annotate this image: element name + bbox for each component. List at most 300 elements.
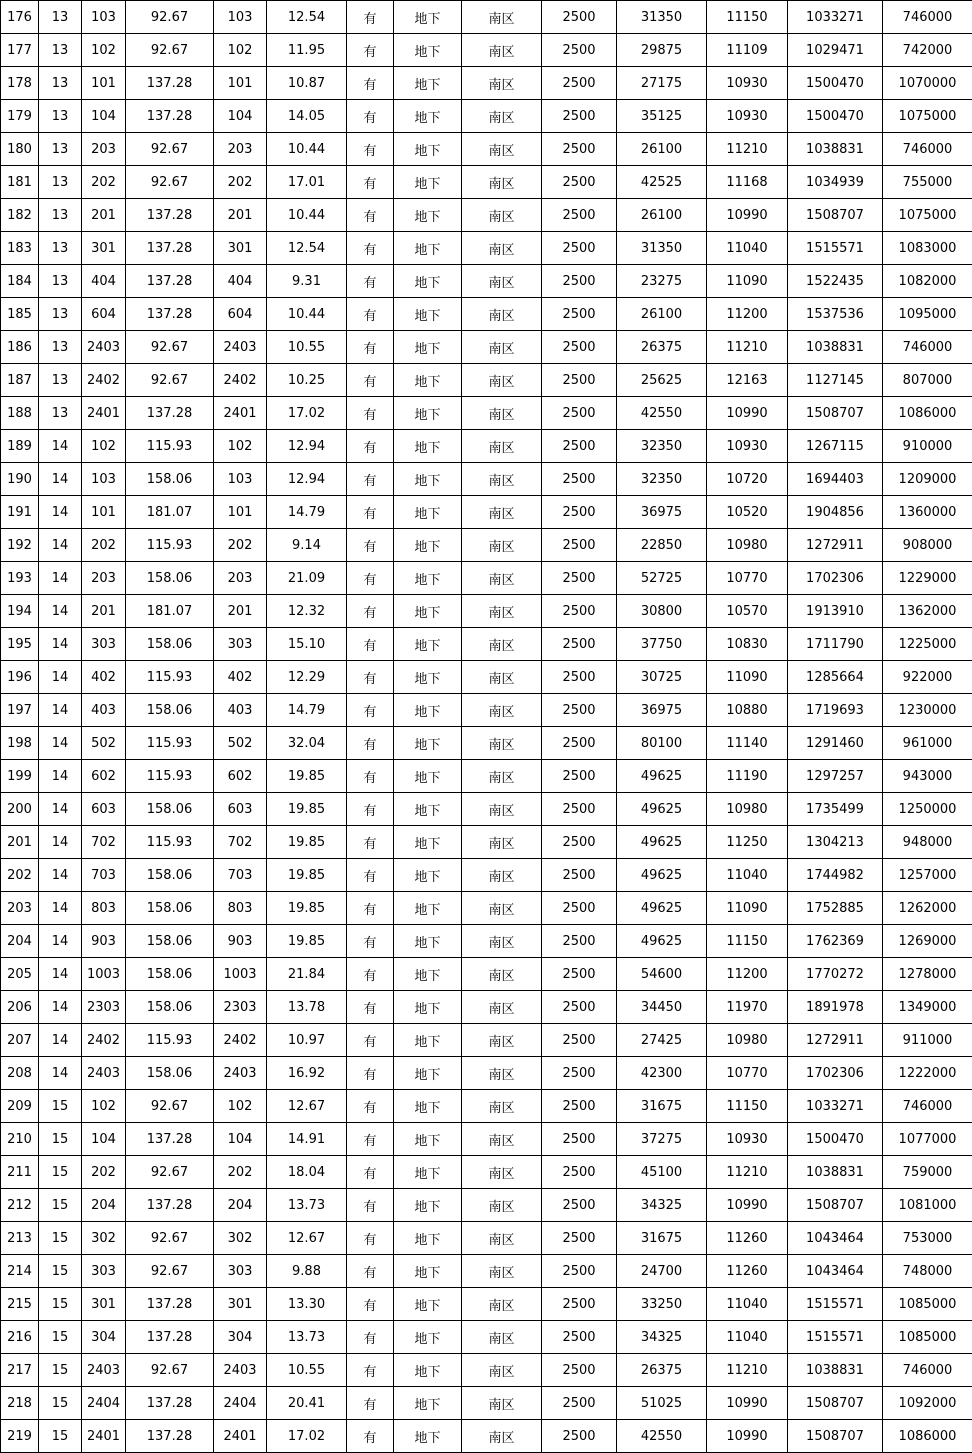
zone-cell: 南区	[462, 232, 542, 265]
parking-area-cell: 10.97	[267, 1024, 347, 1057]
parking-area-cell: 12.29	[267, 661, 347, 694]
final-price-cell: 1070000	[883, 67, 972, 100]
status-cell: 有	[347, 364, 394, 397]
status-cell: 有	[347, 298, 394, 331]
table-row	[1, 100, 972, 133]
parking-total-cell: 36975	[617, 694, 707, 727]
building-cell: 14	[39, 727, 82, 760]
unit-cell: 202	[82, 166, 126, 199]
location-cell: 地下	[394, 100, 462, 133]
total-price-cell: 1508707	[788, 1420, 883, 1453]
room-cell: 403	[214, 694, 267, 727]
building-cell: 13	[39, 298, 82, 331]
area-cell: 158.06	[126, 991, 214, 1024]
area-cell: 137.28	[126, 232, 214, 265]
zone-cell: 南区	[462, 100, 542, 133]
room-cell: 2402	[214, 364, 267, 397]
total-price-cell: 1508707	[788, 1189, 883, 1222]
location-cell: 地下	[394, 133, 462, 166]
unit-cell: 502	[82, 727, 126, 760]
status-cell: 有	[347, 199, 394, 232]
unit-price-cell: 2500	[542, 529, 617, 562]
parking-total-cell: 34325	[617, 1189, 707, 1222]
table-row	[1, 793, 972, 826]
table-row	[1, 430, 972, 463]
unit-price-cell: 2500	[542, 760, 617, 793]
final-price-cell: 759000	[883, 1156, 972, 1189]
status-cell: 有	[347, 1222, 394, 1255]
building-cell: 13	[39, 34, 82, 67]
status-cell: 有	[347, 694, 394, 727]
parking-total-cell: 27425	[617, 1024, 707, 1057]
table-row	[1, 331, 972, 364]
zone-cell: 南区	[462, 1057, 542, 1090]
unit-cell: 303	[82, 628, 126, 661]
table-row	[1, 859, 972, 892]
total-price-cell: 1127145	[788, 364, 883, 397]
final-price-cell: 748000	[883, 1255, 972, 1288]
parking-area-cell: 14.05	[267, 100, 347, 133]
unit-price-cell: 2500	[542, 1, 617, 34]
parking-total-cell: 42550	[617, 1420, 707, 1453]
zone-cell: 南区	[462, 892, 542, 925]
total-price-cell: 1702306	[788, 1057, 883, 1090]
parking-area-cell: 13.30	[267, 1288, 347, 1321]
area-cell: 158.06	[126, 628, 214, 661]
unit-price-cell: 2500	[542, 958, 617, 991]
table-row	[1, 1222, 972, 1255]
parking-total-cell: 37275	[617, 1123, 707, 1156]
parking-total-cell: 49625	[617, 859, 707, 892]
area-cell: 158.06	[126, 562, 214, 595]
location-cell: 地下	[394, 1156, 462, 1189]
unit-cell: 301	[82, 232, 126, 265]
area-cell: 158.06	[126, 694, 214, 727]
status-cell: 有	[347, 133, 394, 166]
room-cell: 1003	[214, 958, 267, 991]
total-price-cell: 1711790	[788, 628, 883, 661]
area-cell: 92.67	[126, 133, 214, 166]
parking-area-cell: 21.84	[267, 958, 347, 991]
unit-price-cell: 2500	[542, 1024, 617, 1057]
final-price-cell: 1086000	[883, 1420, 972, 1453]
building-cell: 14	[39, 1024, 82, 1057]
parking-total-cell: 29875	[617, 34, 707, 67]
row-number-cell: 216	[1, 1321, 39, 1354]
final-price-cell: 753000	[883, 1222, 972, 1255]
location-cell: 地下	[394, 991, 462, 1024]
parking-total-cell: 32350	[617, 463, 707, 496]
parking-total-cell: 42300	[617, 1057, 707, 1090]
parking-total-cell: 49625	[617, 925, 707, 958]
parking-total-cell: 33250	[617, 1288, 707, 1321]
building-cell: 15	[39, 1222, 82, 1255]
table-row	[1, 166, 972, 199]
final-price-cell: 1082000	[883, 265, 972, 298]
area-cell: 137.28	[126, 100, 214, 133]
unit-price-cell: 2500	[542, 463, 617, 496]
unit-price-cell: 2500	[542, 34, 617, 67]
status-cell: 有	[347, 1189, 394, 1222]
parking-area-cell: 32.04	[267, 727, 347, 760]
status-cell: 有	[347, 1057, 394, 1090]
zone-cell: 南区	[462, 562, 542, 595]
room-cell: 101	[214, 496, 267, 529]
unit-cell: 102	[82, 34, 126, 67]
total-price-cell: 1508707	[788, 1387, 883, 1420]
location-cell: 地下	[394, 1189, 462, 1222]
total-price-cell: 1515571	[788, 1288, 883, 1321]
parking-total-cell: 26375	[617, 1354, 707, 1387]
status-cell: 有	[347, 958, 394, 991]
building-cell: 14	[39, 859, 82, 892]
price-per-sqm-cell: 10570	[707, 595, 788, 628]
room-cell: 103	[214, 463, 267, 496]
status-cell: 有	[347, 562, 394, 595]
price-per-sqm-cell: 11210	[707, 133, 788, 166]
status-cell: 有	[347, 661, 394, 694]
price-per-sqm-cell: 11190	[707, 760, 788, 793]
status-cell: 有	[347, 496, 394, 529]
final-price-cell: 961000	[883, 727, 972, 760]
zone-cell: 南区	[462, 1222, 542, 1255]
parking-total-cell: 45100	[617, 1156, 707, 1189]
zone-cell: 南区	[462, 34, 542, 67]
status-cell: 有	[347, 331, 394, 364]
room-cell: 2401	[214, 1420, 267, 1453]
zone-cell: 南区	[462, 1090, 542, 1123]
zone-cell: 南区	[462, 463, 542, 496]
unit-price-cell: 2500	[542, 199, 617, 232]
final-price-cell: 1075000	[883, 100, 972, 133]
location-cell: 地下	[394, 34, 462, 67]
unit-cell: 1003	[82, 958, 126, 991]
total-price-cell: 1029471	[788, 34, 883, 67]
zone-cell: 南区	[462, 1321, 542, 1354]
room-cell: 602	[214, 760, 267, 793]
parking-total-cell: 26100	[617, 199, 707, 232]
area-cell: 92.67	[126, 1255, 214, 1288]
price-per-sqm-cell: 11210	[707, 331, 788, 364]
unit-cell: 303	[82, 1255, 126, 1288]
building-cell: 15	[39, 1090, 82, 1123]
parking-total-cell: 26100	[617, 298, 707, 331]
location-cell: 地下	[394, 1024, 462, 1057]
room-cell: 703	[214, 859, 267, 892]
unit-price-cell: 2500	[542, 1222, 617, 1255]
price-per-sqm-cell: 11040	[707, 232, 788, 265]
table-row	[1, 1321, 972, 1354]
status-cell: 有	[347, 430, 394, 463]
parking-area-cell: 12.94	[267, 463, 347, 496]
parking-area-cell: 13.73	[267, 1321, 347, 1354]
status-cell: 有	[347, 793, 394, 826]
unit-cell: 603	[82, 793, 126, 826]
final-price-cell: 746000	[883, 331, 972, 364]
parking-area-cell: 13.78	[267, 991, 347, 1024]
price-per-sqm-cell: 12163	[707, 364, 788, 397]
final-price-cell: 1209000	[883, 463, 972, 496]
zone-cell: 南区	[462, 727, 542, 760]
unit-price-cell: 2500	[542, 793, 617, 826]
location-cell: 地下	[394, 826, 462, 859]
table-row	[1, 463, 972, 496]
room-cell: 203	[214, 562, 267, 595]
zone-cell: 南区	[462, 1420, 542, 1453]
room-cell: 404	[214, 265, 267, 298]
parking-total-cell: 34450	[617, 991, 707, 1024]
table-row	[1, 1255, 972, 1288]
total-price-cell: 1297257	[788, 760, 883, 793]
total-price-cell: 1719693	[788, 694, 883, 727]
building-cell: 13	[39, 67, 82, 100]
price-per-sqm-cell: 10930	[707, 67, 788, 100]
parking-total-cell: 37750	[617, 628, 707, 661]
table-row	[1, 1387, 972, 1420]
parking-area-cell: 12.67	[267, 1090, 347, 1123]
final-price-cell: 1278000	[883, 958, 972, 991]
unit-price-cell: 2500	[542, 331, 617, 364]
area-cell: 158.06	[126, 925, 214, 958]
price-per-sqm-cell: 11250	[707, 826, 788, 859]
location-cell: 地下	[394, 298, 462, 331]
final-price-cell: 1250000	[883, 793, 972, 826]
status-cell: 有	[347, 628, 394, 661]
table-row	[1, 991, 972, 1024]
location-cell: 地下	[394, 1090, 462, 1123]
parking-area-cell: 16.92	[267, 1057, 347, 1090]
status-cell: 有	[347, 1024, 394, 1057]
zone-cell: 南区	[462, 826, 542, 859]
room-cell: 202	[214, 166, 267, 199]
parking-area-cell: 17.02	[267, 1420, 347, 1453]
table-row	[1, 694, 972, 727]
parking-total-cell: 24700	[617, 1255, 707, 1288]
building-cell: 13	[39, 166, 82, 199]
status-cell: 有	[347, 529, 394, 562]
unit-price-cell: 2500	[542, 265, 617, 298]
row-number-cell: 201	[1, 826, 39, 859]
parking-total-cell: 49625	[617, 793, 707, 826]
room-cell: 302	[214, 1222, 267, 1255]
area-cell: 92.67	[126, 1354, 214, 1387]
table-row	[1, 34, 972, 67]
row-number-cell: 179	[1, 100, 39, 133]
parking-area-cell: 10.44	[267, 298, 347, 331]
location-cell: 地下	[394, 1222, 462, 1255]
row-number-cell: 176	[1, 1, 39, 34]
final-price-cell: 1262000	[883, 892, 972, 925]
final-price-cell: 1081000	[883, 1189, 972, 1222]
total-price-cell: 1500470	[788, 100, 883, 133]
room-cell: 303	[214, 628, 267, 661]
parking-total-cell: 26375	[617, 331, 707, 364]
final-price-cell: 1222000	[883, 1057, 972, 1090]
row-number-cell: 202	[1, 859, 39, 892]
total-price-cell: 1038831	[788, 1156, 883, 1189]
price-per-sqm-cell: 11210	[707, 1354, 788, 1387]
price-per-sqm-cell: 10980	[707, 793, 788, 826]
location-cell: 地下	[394, 1288, 462, 1321]
row-number-cell: 190	[1, 463, 39, 496]
table-row	[1, 1057, 972, 1090]
building-cell: 14	[39, 529, 82, 562]
row-number-cell: 184	[1, 265, 39, 298]
building-cell: 13	[39, 232, 82, 265]
unit-cell: 101	[82, 496, 126, 529]
total-price-cell: 1515571	[788, 1321, 883, 1354]
room-cell: 304	[214, 1321, 267, 1354]
total-price-cell: 1694403	[788, 463, 883, 496]
row-number-cell: 217	[1, 1354, 39, 1387]
unit-price-cell: 2500	[542, 496, 617, 529]
room-cell: 102	[214, 34, 267, 67]
status-cell: 有	[347, 100, 394, 133]
final-price-cell: 746000	[883, 1090, 972, 1123]
final-price-cell: 1077000	[883, 1123, 972, 1156]
area-cell: 115.93	[126, 760, 214, 793]
unit-price-cell: 2500	[542, 925, 617, 958]
room-cell: 2303	[214, 991, 267, 1024]
table-row	[1, 298, 972, 331]
parking-total-cell: 52725	[617, 562, 707, 595]
price-per-sqm-cell: 11168	[707, 166, 788, 199]
row-number-cell: 182	[1, 199, 39, 232]
status-cell: 有	[347, 1321, 394, 1354]
table-row	[1, 892, 972, 925]
parking-total-cell: 22850	[617, 529, 707, 562]
table-row	[1, 364, 972, 397]
area-cell: 92.67	[126, 1, 214, 34]
unit-cell: 202	[82, 529, 126, 562]
price-per-sqm-cell: 11090	[707, 661, 788, 694]
table-row	[1, 760, 972, 793]
building-cell: 14	[39, 496, 82, 529]
total-price-cell: 1043464	[788, 1222, 883, 1255]
final-price-cell: 1360000	[883, 496, 972, 529]
room-cell: 402	[214, 661, 267, 694]
unit-cell: 202	[82, 1156, 126, 1189]
final-price-cell: 746000	[883, 133, 972, 166]
unit-price-cell: 2500	[542, 892, 617, 925]
status-cell: 有	[347, 1123, 394, 1156]
location-cell: 地下	[394, 925, 462, 958]
table-row	[1, 628, 972, 661]
location-cell: 地下	[394, 628, 462, 661]
table-row	[1, 1354, 972, 1387]
price-per-sqm-cell: 10930	[707, 430, 788, 463]
building-cell: 14	[39, 793, 82, 826]
final-price-cell: 922000	[883, 661, 972, 694]
zone-cell: 南区	[462, 1189, 542, 1222]
zone-cell: 南区	[462, 67, 542, 100]
row-number-cell: 209	[1, 1090, 39, 1123]
room-cell: 603	[214, 793, 267, 826]
parking-area-cell: 10.25	[267, 364, 347, 397]
row-number-cell: 177	[1, 34, 39, 67]
row-number-cell: 213	[1, 1222, 39, 1255]
final-price-cell: 911000	[883, 1024, 972, 1057]
price-per-sqm-cell: 11150	[707, 1090, 788, 1123]
room-cell: 204	[214, 1189, 267, 1222]
area-cell: 92.67	[126, 34, 214, 67]
area-cell: 115.93	[126, 430, 214, 463]
unit-cell: 703	[82, 859, 126, 892]
status-cell: 有	[347, 595, 394, 628]
total-price-cell: 1038831	[788, 1354, 883, 1387]
final-price-cell: 943000	[883, 760, 972, 793]
area-cell: 115.93	[126, 1024, 214, 1057]
row-number-cell: 197	[1, 694, 39, 727]
table-row	[1, 958, 972, 991]
unit-price-cell: 2500	[542, 1321, 617, 1354]
building-cell: 14	[39, 892, 82, 925]
room-cell: 102	[214, 1090, 267, 1123]
location-cell: 地下	[394, 463, 462, 496]
status-cell: 有	[347, 67, 394, 100]
total-price-cell: 1913910	[788, 595, 883, 628]
parking-area-cell: 15.10	[267, 628, 347, 661]
price-per-sqm-cell: 10990	[707, 1387, 788, 1420]
total-price-cell: 1500470	[788, 67, 883, 100]
status-cell: 有	[347, 1420, 394, 1453]
parking-area-cell: 19.85	[267, 760, 347, 793]
total-price-cell: 1762369	[788, 925, 883, 958]
table-row	[1, 1024, 972, 1057]
total-price-cell: 1038831	[788, 331, 883, 364]
parking-total-cell: 30725	[617, 661, 707, 694]
location-cell: 地下	[394, 1420, 462, 1453]
final-price-cell: 1362000	[883, 595, 972, 628]
price-per-sqm-cell: 10990	[707, 1420, 788, 1453]
area-cell: 92.67	[126, 166, 214, 199]
area-cell: 158.06	[126, 958, 214, 991]
zone-cell: 南区	[462, 265, 542, 298]
price-per-sqm-cell: 11200	[707, 298, 788, 331]
unit-cell: 103	[82, 1, 126, 34]
final-price-cell: 746000	[883, 1, 972, 34]
unit-cell: 201	[82, 595, 126, 628]
total-price-cell: 1285664	[788, 661, 883, 694]
price-per-sqm-cell: 10720	[707, 463, 788, 496]
table-row	[1, 496, 972, 529]
parking-area-cell: 19.85	[267, 793, 347, 826]
unit-price-cell: 2500	[542, 991, 617, 1024]
room-cell: 303	[214, 1255, 267, 1288]
location-cell: 地下	[394, 694, 462, 727]
zone-cell: 南区	[462, 595, 542, 628]
parking-area-cell: 12.32	[267, 595, 347, 628]
status-cell: 有	[347, 925, 394, 958]
building-cell: 13	[39, 1, 82, 34]
total-price-cell: 1033271	[788, 1, 883, 34]
row-number-cell: 189	[1, 430, 39, 463]
row-number-cell: 204	[1, 925, 39, 958]
table-row	[1, 232, 972, 265]
row-number-cell: 211	[1, 1156, 39, 1189]
area-cell: 92.67	[126, 1156, 214, 1189]
building-cell: 14	[39, 1057, 82, 1090]
unit-cell: 602	[82, 760, 126, 793]
final-price-cell: 1083000	[883, 232, 972, 265]
price-per-sqm-cell: 10930	[707, 1123, 788, 1156]
row-number-cell: 207	[1, 1024, 39, 1057]
status-cell: 有	[347, 1354, 394, 1387]
row-number-cell: 194	[1, 595, 39, 628]
location-cell: 地下	[394, 364, 462, 397]
status-cell: 有	[347, 1, 394, 34]
table-row	[1, 1189, 972, 1222]
